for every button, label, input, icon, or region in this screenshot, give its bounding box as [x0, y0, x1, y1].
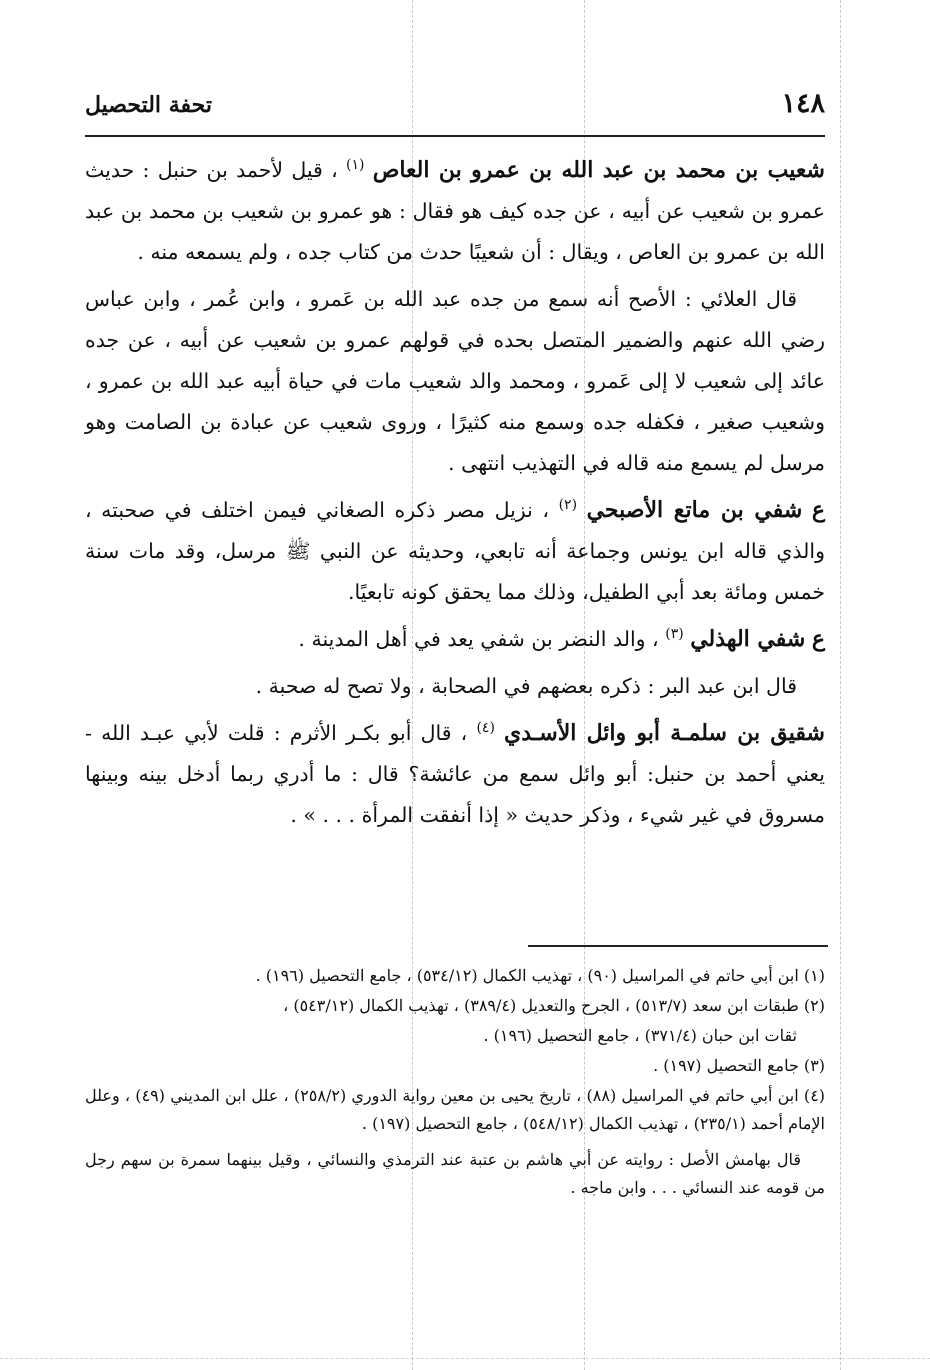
- narrator-name: شعيب بن محمد بن عبد الله بن عمرو بن العاص: [372, 157, 825, 183]
- entry-text: ، قيل لأحمد بن حنبل : حديث عمرو بن شعيب عن أبيه ، عن جده كيف هو فقال : هو عمرو بن شعيب بن محمد بن عبد الله بن عمرو بن العاص ، ويقال : أن شعيبًا حدث من كتاب جده ، ولم يسمعه منه .: [85, 158, 825, 264]
- running-title: تحفة التحصيل: [85, 92, 212, 118]
- footnote-4: (٤) ابن أبي حاتم في المراسيل (٨٨) ، تاريخ يحيى بن معين رواية الدوري (٢٥٨/٢) ، علل ابن المديني (٤٩) ، وعلل الإمام أحمد (٢٣٥/١) ، تهذيب الكمال (٥٤٨/١٢) ، جامع التحصيل (١٩٧) .: [85, 1086, 826, 1133]
- footnote-3: (٣) جامع التحصيل (١٩٧) .: [653, 1056, 825, 1075]
- page-number: ١٤٨: [781, 88, 825, 119]
- entry-shufay-hudhali: [85, 619, 825, 660]
- footnote-marker: (٢): [558, 497, 578, 514]
- margin-note: قال بهامش الأصل : روايته عن أبي هاشم بن عتبة عند الترمذي والنسائي ، وقيل بينهما سمرة بن سهم رجل من قومه عند النسائي . . . وابن ماجه .: [85, 1150, 825, 1197]
- siglum: ع: [811, 497, 825, 523]
- footnote-marker: (٣): [665, 626, 684, 643]
- scan-guide-line: [840, 0, 841, 1370]
- entry-text: ، نزيل مصر ذكره الصغاني فيمن اختلف في صحبته ، والذي قاله ابن يونس وجماعة أنه تابعي، وحديثه عن النبي ﷺ مرسل، وقد مات سنة خمس ومائة بعد أبي الطفيل، وذلك مما يحقق كونه تابعيًا.: [85, 498, 825, 604]
- commentary-text: قال ابن عبد البر : ذكره بعضهم في الصحابة ، ولا تصح له صحبة .: [255, 674, 797, 698]
- footnotes: [85, 962, 825, 1204]
- narrator-name: شفي الهذلي: [690, 626, 806, 652]
- footnote-1: (١) ابن أبي حاتم في المراسيل (٩٠) ، تهذيب الكمال (٥٣٤/١٢) ، جامع التحصيل (١٩٦) .: [255, 966, 825, 985]
- entry-shaqiq: [85, 713, 825, 836]
- entry-shufay-asbahi: [85, 490, 825, 613]
- footnote-2: (٢) طبقات ابن سعد (٥١٣/٧) ، الجرح والتعديل (٣٨٩/٤) ، تهذيب الكمال (٥٤٣/١٢) ،: [283, 996, 825, 1015]
- footnote-marker: (٤): [476, 720, 495, 737]
- narrator-name: شفي بن ماتع الأصبحي: [586, 497, 803, 523]
- footnote-2-continued: ثقات ابن حبان (٣٧١/٤) ، جامع التحصيل (١٩٦) .: [483, 1026, 797, 1045]
- footnote-separator: [528, 945, 828, 947]
- commentary-ibn-abd-albarr: [85, 666, 825, 707]
- commentary-alai: [85, 279, 825, 484]
- footnote-marker: (١): [346, 157, 365, 174]
- entry-text: ، قال أبو بكـر الأثرم : قلت لأبي عبـد الله - يعني أحمد بن حنبل: أبو وائل سمع من عائشة؟ قال : ما أدري ربما أدخل بينه وبينها مسروق في غير شيء ، وذكر حديث « إذا أنفقت المرأة . . . » .: [85, 721, 825, 827]
- main-text: [85, 150, 825, 842]
- page-header: [85, 88, 825, 128]
- entry-shuayb: [85, 150, 825, 273]
- entry-text: ، والد النضر بن شفي يعد في أهل المدينة .: [298, 627, 659, 651]
- commentary-text: قال العلائي : الأصح أنه سمع من جده عبد الله بن عَمرو ، وابن عُمر ، وابن عباس رضي الله عنهم والضمير المتصل بحده في قولهم عمرو بن شعيب عن أبيه ، عن جده عائد إلى شعيب لا إلى عَمرو ، ومحمد والد شعيب مات في حياة أبيه عبد الله بن عمرو ، وشعيب صغير ، فكفله جده وسمع منه كثيرًا ، وروى شعيب عن عبادة بن الصامت وهو مرسل لم يسمع منه قاله في التهذيب انتهى .: [85, 287, 825, 475]
- siglum: ع: [811, 626, 825, 652]
- scan-guide-line: [0, 1358, 930, 1359]
- header-rule: [85, 135, 825, 137]
- narrator-name: شقيق بن سلمـة أبو وائل الأسـدي: [504, 720, 825, 746]
